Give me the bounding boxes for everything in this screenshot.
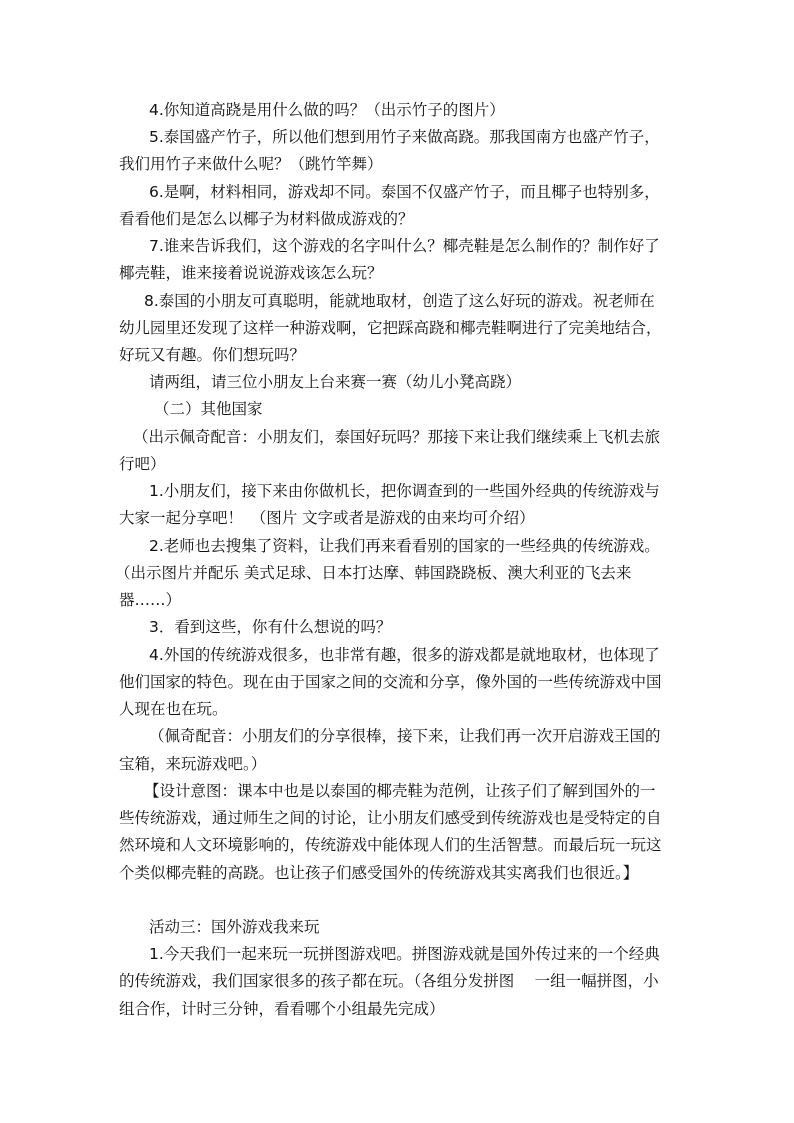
text-line: 组合作，计时三分钟，看看哪个小组最先完成） (119, 1000, 445, 1018)
text-line: 宝箱，来玩游戏吧。） (119, 755, 267, 773)
text-line: 人现在也在玩。 (119, 700, 228, 718)
text-line: 4.外国的传统游戏很多，也非常有趣，很多的游戏都是就地取材，也体现了 (149, 646, 660, 664)
text-line: 8.泰国的小朋友可真聪明，能就地取材，创造了这么好玩的游戏。祝老师在 (144, 292, 655, 310)
text-line: 4.你知道高跷是用什么做的吗？（出示竹子的图片） (149, 101, 505, 119)
text-line: 幼儿园里还发现了这样一种游戏啊，它把踩高跷和椰壳鞋啊进行了完美地结合， (119, 319, 662, 337)
text-line: 我们用竹子来做什么呢？（跳竹竿舞） (119, 155, 383, 173)
text-line: （出示图片并配乐 美式足球、日本打达摩、韩国跷跷板、澳大利亚的飞去来 (115, 564, 632, 582)
text-line: 1.今天我们一起来玩一玩拼图游戏吧。拼图游戏就是国外传过来的一个经典 (149, 945, 660, 963)
text-line: （出示佩奇配音：小朋友们，泰国好玩吗？那接下来让我们继续乘上飞机去旅 (133, 428, 661, 446)
text-line: 1.小朋友们，接下来由你做机长，把你调查到的一些国外经典的传统游戏与 (149, 482, 660, 500)
text-line: 他们国家的特色。现在由于国家之间的交流和分享，像外国的一些传统游戏中国 (119, 673, 662, 691)
text-line: 些传统游戏，通过师生之间的讨论，让小朋友们感受到传统游戏也是受特定的自 (119, 809, 662, 827)
text-line: 好玩又有趣。你们想玩吗？ (119, 346, 306, 364)
text-line: （佩奇配音：小朋友们的分享很棒，接下来，让我们再一次开启游戏王国的 (149, 727, 661, 745)
text-line: 5.泰国盛产竹子，所以他们想到用竹子来做高跷。那我国南方也盛产竹子， (149, 128, 660, 146)
text-line: 行吧） (119, 455, 166, 473)
text-line: 的传统游戏，我们国家很多的孩子都在玩。（各组分发拼图 一组一幅拼图，小 (119, 972, 659, 990)
text-line: 2.老师也去搜集了资料，让我们再来看看别的国家的一些经典的传统游戏。 (149, 537, 660, 555)
text-line: 【设计意图：课本中也是以泰国的椰壳鞋为范例，让孩子们了解到国外的一 (144, 782, 656, 800)
text-line: 3．看到这些，你有什么想说的吗？ (149, 618, 392, 636)
section-heading: （二）其他国家 (154, 400, 263, 418)
text-line: 个类似椰壳鞋的高跷。也让孩子们感受国外的传统游戏其实离我们也很近。】 (119, 864, 639, 882)
text-line: 大家一起分享吧！ （图片 文字或者是游戏的由来均可介绍） (119, 509, 535, 527)
text-line: 7.谁来告诉我们，这个游戏的名字叫什么？椰壳鞋是怎么制作的？制作好了 (149, 237, 660, 255)
text-line: 请两组，请三位小朋友上台来赛一赛（幼儿小凳高跷） (149, 373, 522, 391)
section-heading: 活动三：国外游戏我来玩 (149, 918, 320, 936)
text-line: 器……） (119, 591, 182, 609)
text-line: 6.是啊，材料相同，游戏却不同。泰国不仅盛产竹子，而且椰子也特别多， (149, 183, 660, 201)
text-line: 椰壳鞋，谁来接着说说游戏该怎么玩？ (119, 264, 383, 282)
text-line: 看看他们是怎么以椰子为材料做成游戏的？ (119, 210, 414, 228)
text-line: 然环境和人文环境影响的，传统游戏中能体现人们的生活智慧。而最后玩一玩这 (119, 836, 662, 854)
